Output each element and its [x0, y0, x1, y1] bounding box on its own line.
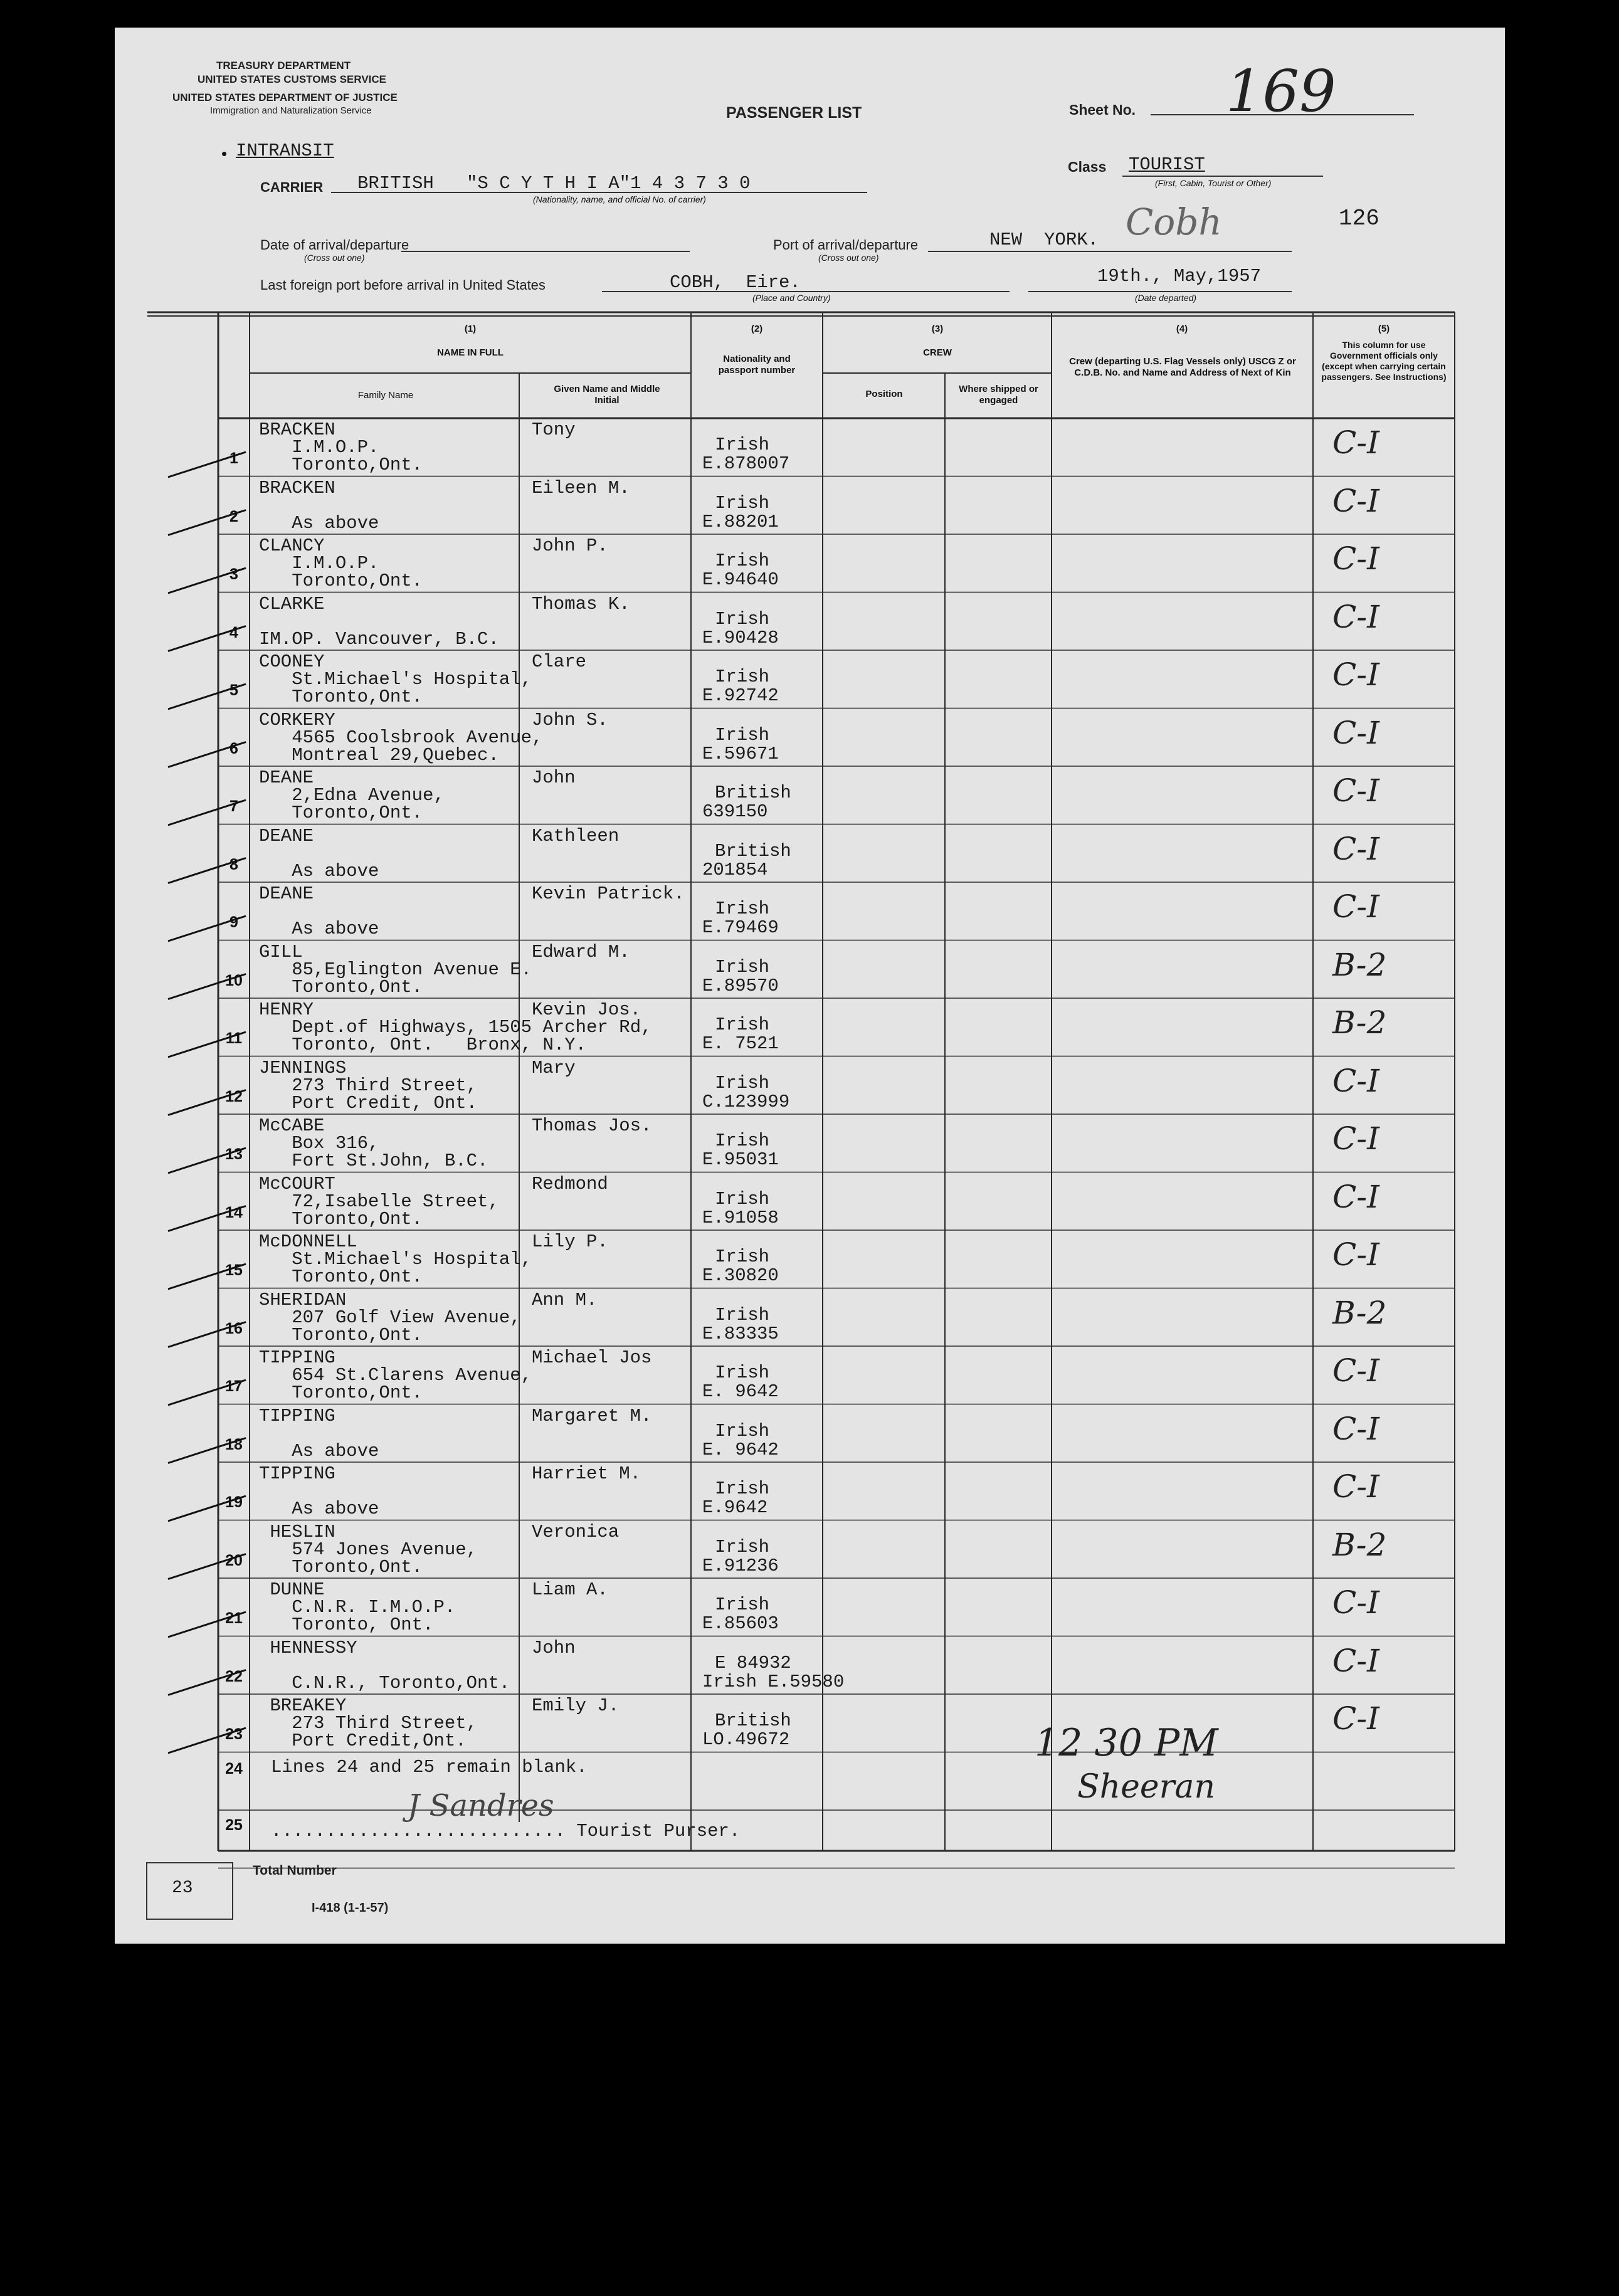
family-name: SHERIDAN	[259, 1289, 347, 1310]
address-line-1: 574 Jones Avenue,	[259, 1539, 478, 1560]
official-code: C-I	[1332, 598, 1379, 635]
row-number: 5	[229, 682, 238, 699]
given-name: Lily P.	[532, 1231, 608, 1252]
official-code: C-I	[1332, 772, 1379, 809]
col2-title: Nationality and passport number	[718, 354, 796, 376]
given-name: Emily J.	[532, 1695, 620, 1716]
row-number: 3	[229, 566, 238, 583]
passport-number: E. 7521	[702, 1033, 779, 1054]
given-name: Kathleen	[532, 825, 620, 846]
arrival-port-value: NEW YORK.	[989, 229, 1099, 250]
row-number: 9	[229, 914, 238, 931]
family-name: TIPPING	[259, 1405, 335, 1426]
nationality: British	[715, 1710, 791, 1731]
family-name: GILL	[259, 941, 303, 962]
family-name: DUNNE	[259, 1579, 325, 1600]
nationality: British	[715, 782, 791, 803]
annotation-name: Sheeran	[1077, 1768, 1216, 1806]
family-name: BRACKEN	[259, 419, 335, 440]
family-name: TIPPING	[259, 1463, 335, 1484]
passport-number: E.95031	[702, 1149, 779, 1170]
address-line-2: Toronto,Ont.	[259, 803, 423, 823]
nationality: Irish	[715, 1014, 770, 1035]
given-name: Clare	[532, 651, 587, 672]
official-code: C-I	[1332, 1468, 1379, 1505]
nationality: British	[715, 840, 791, 861]
col3a-title: Position	[865, 389, 903, 399]
row-number: 16	[225, 1319, 243, 1337]
given-name: John	[532, 1637, 576, 1658]
nationality: Irish	[715, 724, 770, 745]
last-port-caption: (Place and Country)	[752, 293, 831, 303]
given-name: Eileen M.	[532, 477, 630, 498]
given-name: Ann M.	[532, 1289, 598, 1310]
col4-number: (4)	[1176, 324, 1188, 334]
passport-number: E.92742	[702, 685, 779, 706]
handwritten-port: Cobh	[1126, 201, 1222, 243]
class-label: Class	[1068, 159, 1107, 175]
address-line-2: C.N.R., Toronto,Ont.	[259, 1672, 510, 1693]
passport-number: E.91058	[702, 1207, 779, 1228]
agency-line-3: UNITED STATES DEPARTMENT OF JUSTICE	[172, 92, 398, 103]
address-line-1: 273 Third Street,	[259, 1713, 478, 1734]
nationality: Irish	[715, 1420, 770, 1441]
given-name: John P.	[532, 535, 608, 556]
family-name: CLANCY	[259, 535, 325, 556]
date-departed-value: 19th., May,1957	[1097, 266, 1262, 287]
official-code: C-I	[1332, 1178, 1379, 1215]
passport-number: E.30820	[702, 1265, 779, 1286]
given-name: Harriet M.	[532, 1463, 641, 1484]
address-line-1: I.M.O.P.	[259, 437, 379, 458]
sheet-no-label: Sheet No.	[1069, 102, 1136, 118]
col1a-title: Family Name	[357, 390, 414, 401]
address-line-1: St.Michael's Hospital,	[259, 1249, 532, 1270]
passport-number: Irish E.59580	[702, 1671, 845, 1692]
row-number: 4	[229, 623, 238, 641]
official-code: B-2	[1332, 1526, 1387, 1563]
given-name: Redmond	[532, 1173, 608, 1194]
last-port-value: COBH, Eire.	[670, 272, 801, 293]
class-value: TOURIST	[1129, 154, 1205, 175]
address-line-2: Toronto,Ont.	[259, 1266, 423, 1287]
address-line-2: IM.OP. Vancouver, B.C.	[259, 628, 499, 650]
class-caption: (First, Cabin, Tourist or Other)	[1155, 178, 1272, 188]
family-name: BREAKEY	[259, 1695, 347, 1716]
address-line-2: Toronto,Ont.	[259, 1324, 423, 1345]
given-name: Thomas Jos.	[532, 1115, 652, 1136]
row-number: 7	[229, 798, 238, 815]
passport-number: E.85603	[702, 1613, 779, 1634]
address-line-1: Box 316,	[259, 1133, 379, 1154]
given-name: Liam A.	[532, 1579, 608, 1600]
family-name: HENRY	[259, 999, 314, 1020]
passport-number: E.878007	[702, 453, 790, 474]
official-code: C-I	[1332, 540, 1379, 577]
address-line-1: Dept.of Highways, 1505 Archer Rd,	[259, 1017, 652, 1038]
passport-number: E.89570	[702, 975, 779, 996]
official-code: C-I	[1332, 1642, 1379, 1679]
family-name: DEANE	[259, 883, 314, 904]
row-number: 23	[225, 1725, 243, 1743]
family-name: DEANE	[259, 825, 314, 846]
row-number: 17	[225, 1377, 243, 1395]
annotation-time: 12 30 PM	[1035, 1721, 1218, 1765]
passport-number: E.59671	[702, 743, 779, 764]
address-line-1: C.N.R. I.M.O.P.	[259, 1597, 456, 1618]
col3-number: (3)	[931, 324, 944, 334]
arrival-date-caption: (Cross out one)	[304, 253, 365, 263]
row-number: 22	[225, 1667, 243, 1685]
row-number: 10	[225, 971, 243, 989]
passport-number: E. 9642	[702, 1381, 779, 1402]
agency-line-2: UNITED STATES CUSTOMS SERVICE	[198, 73, 387, 85]
carrier-value: BRITISH "S C Y T H I A"1 4 3 7 3 0	[357, 173, 751, 194]
address-line-1: 2,Edna Avenue,	[259, 785, 445, 806]
address-line-2: As above	[259, 512, 379, 534]
nationality: Irish	[715, 608, 770, 629]
official-code: C-I	[1332, 656, 1379, 693]
nationality: Irish	[715, 1536, 770, 1557]
address-line-2: As above	[259, 1440, 379, 1461]
official-code: C-I	[1332, 1584, 1379, 1621]
address-line-2: As above	[259, 1498, 379, 1519]
arrival-date-label: Date of arrival/departure	[260, 237, 409, 253]
address-line-1: 273 Third Street,	[259, 1075, 478, 1096]
address-line-2: Toronto, Ont. Bronx, N.Y.	[259, 1035, 587, 1055]
official-code: C-I	[1332, 1236, 1379, 1273]
given-name: Michael Jos	[532, 1347, 652, 1368]
address-line-2: As above	[259, 919, 379, 939]
given-name: John S.	[532, 709, 608, 730]
passport-number: E.88201	[702, 511, 779, 532]
nationality: Irish	[715, 1188, 770, 1209]
nationality: Irish	[715, 666, 770, 687]
agency-line-1: TREASURY DEPARTMENT	[216, 60, 351, 71]
col3b-title: Where shipped or engaged	[959, 384, 1038, 406]
official-code: C-I	[1332, 1120, 1379, 1157]
official-code: B-2	[1332, 1294, 1387, 1331]
official-code: C-I	[1332, 1410, 1379, 1447]
given-name: Margaret M.	[532, 1405, 652, 1426]
address-line-1: St.Michael's Hospital,	[259, 669, 532, 690]
carrier-caption: (Nationality, name, and official No. of carrier)	[533, 194, 706, 204]
passport-number: E.90428	[702, 627, 779, 648]
address-line-2: Montreal 29,Quebec.	[259, 744, 499, 766]
total-number-label: Total Number	[253, 1863, 337, 1878]
family-name: JENNINGS	[259, 1057, 347, 1078]
official-code: C-I	[1332, 714, 1379, 751]
address-line-2: Fort St.John, B.C.	[259, 1151, 488, 1171]
official-code: B-2	[1332, 1004, 1387, 1041]
date-departed-caption: (Date departed)	[1135, 293, 1197, 303]
address-line-1: 654 St.Clarens Avenue,	[259, 1365, 532, 1386]
address-line-2: Toronto,Ont.	[259, 571, 423, 591]
col5-title: This column for use Government officials only (except when carrying certain passengers. See Instructions)	[1321, 340, 1447, 382]
nationality: Irish	[715, 1362, 770, 1383]
family-name: DEANE	[259, 767, 314, 788]
row25-purser-line: ........................... Tourist Purser.	[271, 1821, 741, 1841]
row-number: 6	[229, 739, 238, 757]
row-number: 15	[225, 1261, 243, 1279]
passport-number: E.94640	[702, 569, 779, 590]
address-line-2: Port Credit, Ont.	[259, 1092, 478, 1114]
purser-signature: J Sandres	[408, 1788, 554, 1823]
address-line-2: Toronto,Ont.	[259, 1208, 423, 1230]
col3-title: CREW	[923, 347, 952, 358]
passport-number: E.9642	[702, 1497, 768, 1518]
row-number: 25	[225, 1816, 243, 1834]
nationality: Irish	[715, 1130, 770, 1151]
given-name: Veronica	[532, 1521, 620, 1542]
address-line-2: Toronto, Ont.	[259, 1614, 434, 1635]
official-code: C-I	[1332, 830, 1379, 867]
given-name: Thomas K.	[532, 593, 630, 614]
given-name: John	[532, 767, 576, 788]
official-code: C-I	[1332, 1700, 1379, 1737]
row-number: 20	[225, 1551, 243, 1569]
carrier-label: CARRIER	[260, 179, 324, 195]
family-name: TIPPING	[259, 1347, 335, 1368]
row24-note: Lines 24 and 25 remain blank.	[271, 1757, 588, 1777]
family-name: COONEY	[259, 651, 325, 672]
total-number-value: 23	[172, 1878, 193, 1898]
row-number: 1	[229, 450, 238, 467]
address-line-2: Toronto,Ont.	[259, 455, 423, 475]
arrival-port-caption: (Cross out one)	[818, 253, 879, 263]
form-title: PASSENGER LIST	[726, 104, 862, 122]
row-number: 19	[225, 1493, 243, 1511]
intransit-label: INTRANSIT	[236, 140, 334, 161]
passport-number: C.123999	[702, 1091, 790, 1112]
address-line-1: 4565 Coolsbrook Avenue,	[259, 727, 543, 748]
intransit-marker: •	[221, 144, 228, 163]
address-line-2: As above	[259, 860, 379, 882]
passport-number: E. 9642	[702, 1439, 779, 1460]
row-number: 13	[225, 1145, 243, 1163]
sheet-ref-number: 126	[1339, 206, 1379, 231]
nationality: Irish	[715, 1246, 770, 1267]
family-name: HESLIN	[259, 1521, 335, 1542]
nationality: Irish	[715, 1072, 770, 1093]
given-name: Kevin Patrick.	[532, 883, 685, 904]
passport-number: E.79469	[702, 917, 779, 938]
family-name: McCABE	[259, 1115, 325, 1136]
address-line-2: Toronto,Ont.	[259, 1556, 423, 1577]
row-number: 2	[229, 507, 238, 525]
family-name: HENNESSY	[259, 1637, 357, 1658]
row-number: 14	[225, 1203, 243, 1221]
address-line-2: Toronto,Ont.	[259, 976, 423, 998]
address-line-2: Toronto,Ont.	[259, 687, 423, 707]
col5-number: (5)	[1378, 324, 1390, 334]
official-code: C-I	[1332, 1062, 1379, 1099]
official-code: C-I	[1332, 424, 1379, 461]
passport-number: E.83335	[702, 1323, 779, 1344]
row-number: 8	[229, 855, 238, 873]
family-name: McDONNELL	[259, 1231, 357, 1252]
address-line-1: I.M.O.P.	[259, 553, 379, 574]
family-name: BRACKEN	[259, 477, 335, 498]
passport-number: E.91236	[702, 1555, 779, 1576]
col1b-title: Given Name and Middle Initial	[554, 384, 660, 406]
given-name: Kevin Jos.	[532, 999, 641, 1020]
nationality: Irish	[715, 1478, 770, 1499]
agency-line-4: Immigration and Naturalization Service	[210, 105, 372, 116]
family-name: CLARKE	[259, 593, 325, 614]
row-number: 11	[225, 1030, 243, 1047]
family-name: CORKERY	[259, 709, 335, 730]
nationality: Irish	[715, 898, 770, 919]
arrival-port-label: Port of arrival/departure	[773, 237, 919, 253]
official-code: B-2	[1332, 946, 1387, 983]
passport-number: 201854	[702, 859, 768, 880]
passport-number: 639150	[702, 801, 768, 822]
family-name: McCOURT	[259, 1173, 335, 1194]
row-number: 21	[225, 1609, 243, 1627]
address-line-1: 85,Eglington Avenue E.	[259, 959, 532, 980]
address-line-2: Port Credit,Ont.	[259, 1730, 467, 1751]
last-port-label: Last foreign port before arrival in United States	[260, 277, 546, 293]
col2-number: (2)	[751, 324, 763, 334]
given-name: Mary	[532, 1057, 576, 1078]
nationality: Irish	[715, 956, 770, 977]
passport-number: LO.49672	[702, 1729, 790, 1750]
nationality: Irish	[715, 492, 770, 513]
official-code: C-I	[1332, 1352, 1379, 1389]
address-line-1: 72,Isabelle Street,	[259, 1191, 499, 1212]
row-number: 24	[225, 1760, 243, 1777]
address-line-2: Toronto,Ont.	[259, 1382, 423, 1403]
nationality: Irish	[715, 1594, 770, 1615]
nationality: E 84932	[715, 1652, 791, 1673]
nationality: Irish	[715, 434, 770, 455]
address-line-1: 207 Golf View Avenue,	[259, 1307, 521, 1328]
official-code: C-I	[1332, 888, 1379, 925]
nationality: Irish	[715, 550, 770, 571]
nationality: Irish	[715, 1304, 770, 1325]
sheet-number: 169	[1226, 58, 1336, 125]
col4-title: Crew (departing U.S. Flag Vessels only) USCG Z or C.D.B. No. and Name and Address of Next of Kin	[1069, 356, 1296, 378]
col1-title: NAME IN FULL	[437, 347, 504, 358]
form-number: I-418 (1-1-57)	[312, 1901, 389, 1915]
col1-number: (1)	[464, 324, 477, 334]
row-number: 12	[225, 1087, 243, 1105]
given-name: Edward M.	[532, 941, 630, 962]
given-name: Tony	[532, 419, 576, 440]
row-number: 18	[225, 1435, 243, 1453]
official-code: C-I	[1332, 482, 1379, 519]
